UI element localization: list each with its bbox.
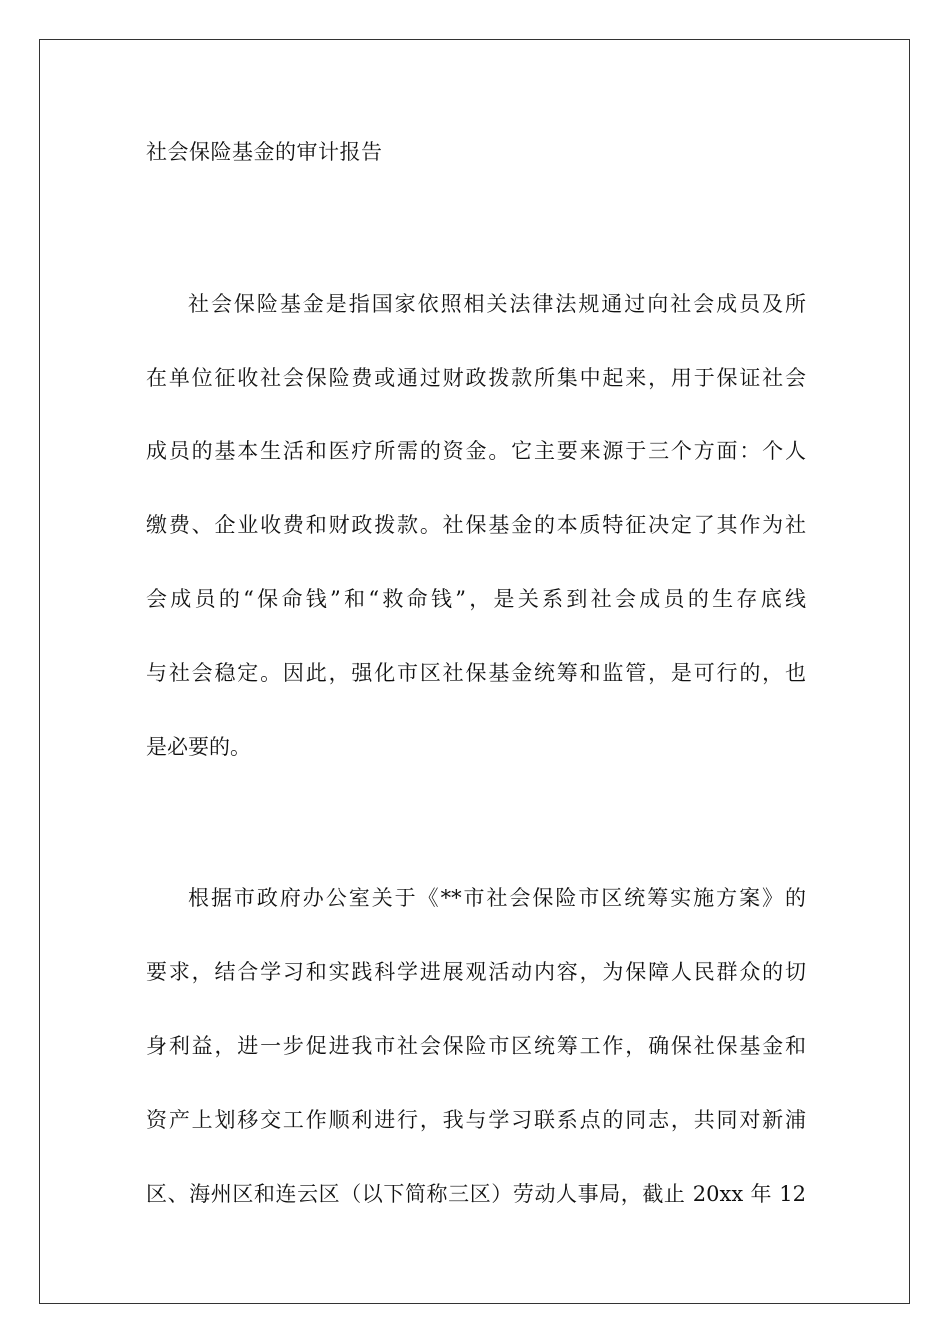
paragraph-2-line-2: 要求，结合学习和实践科学进展观活动内容，为保障人民群众的切 <box>146 960 806 984</box>
paragraph-1-line-6: 与社会稳定。因此，强化市区社保基金统筹和监管，是可行的，也 <box>146 661 806 685</box>
document-title: 社会保险基金的审计报告 <box>146 140 383 164</box>
paragraph-1-line-5: 会成员的“保命钱”和“救命钱”，是关系到社会成员的生存底线 <box>146 587 806 611</box>
paragraph-2-line-4: 资产上划移交工作顺利进行，我与学习联系点的同志，共同对新浦 <box>146 1108 806 1132</box>
paragraph-1-line-7: 是必要的。 <box>146 735 251 759</box>
paragraph-1-line-2: 在单位征收社会保险费或通过财政拨款所集中起来，用于保证社会 <box>146 366 806 390</box>
paragraph-1-line-4: 缴费、企业收费和财政拨款。社保基金的本质特征决定了其作为社 <box>146 513 806 537</box>
paragraph-2-line-1: 根据市政府办公室关于《**市社会保险市区统筹实施方案》的 <box>188 886 806 910</box>
paragraph-2-line-3: 身利益，进一步促进我市社会保险市区统筹工作，确保社保基金和 <box>146 1034 806 1058</box>
paragraph-2-line-5: 区、海州区和连云区（以下简称三区）劳动人事局，截止 20xx 年 12 <box>146 1182 806 1206</box>
paragraph-1-line-1: 社会保险基金是指国家依照相关法律法规通过向社会成员及所 <box>188 292 806 316</box>
paragraph-1-line-3: 成员的基本生活和医疗所需的资金。它主要来源于三个方面：个人 <box>146 439 806 463</box>
